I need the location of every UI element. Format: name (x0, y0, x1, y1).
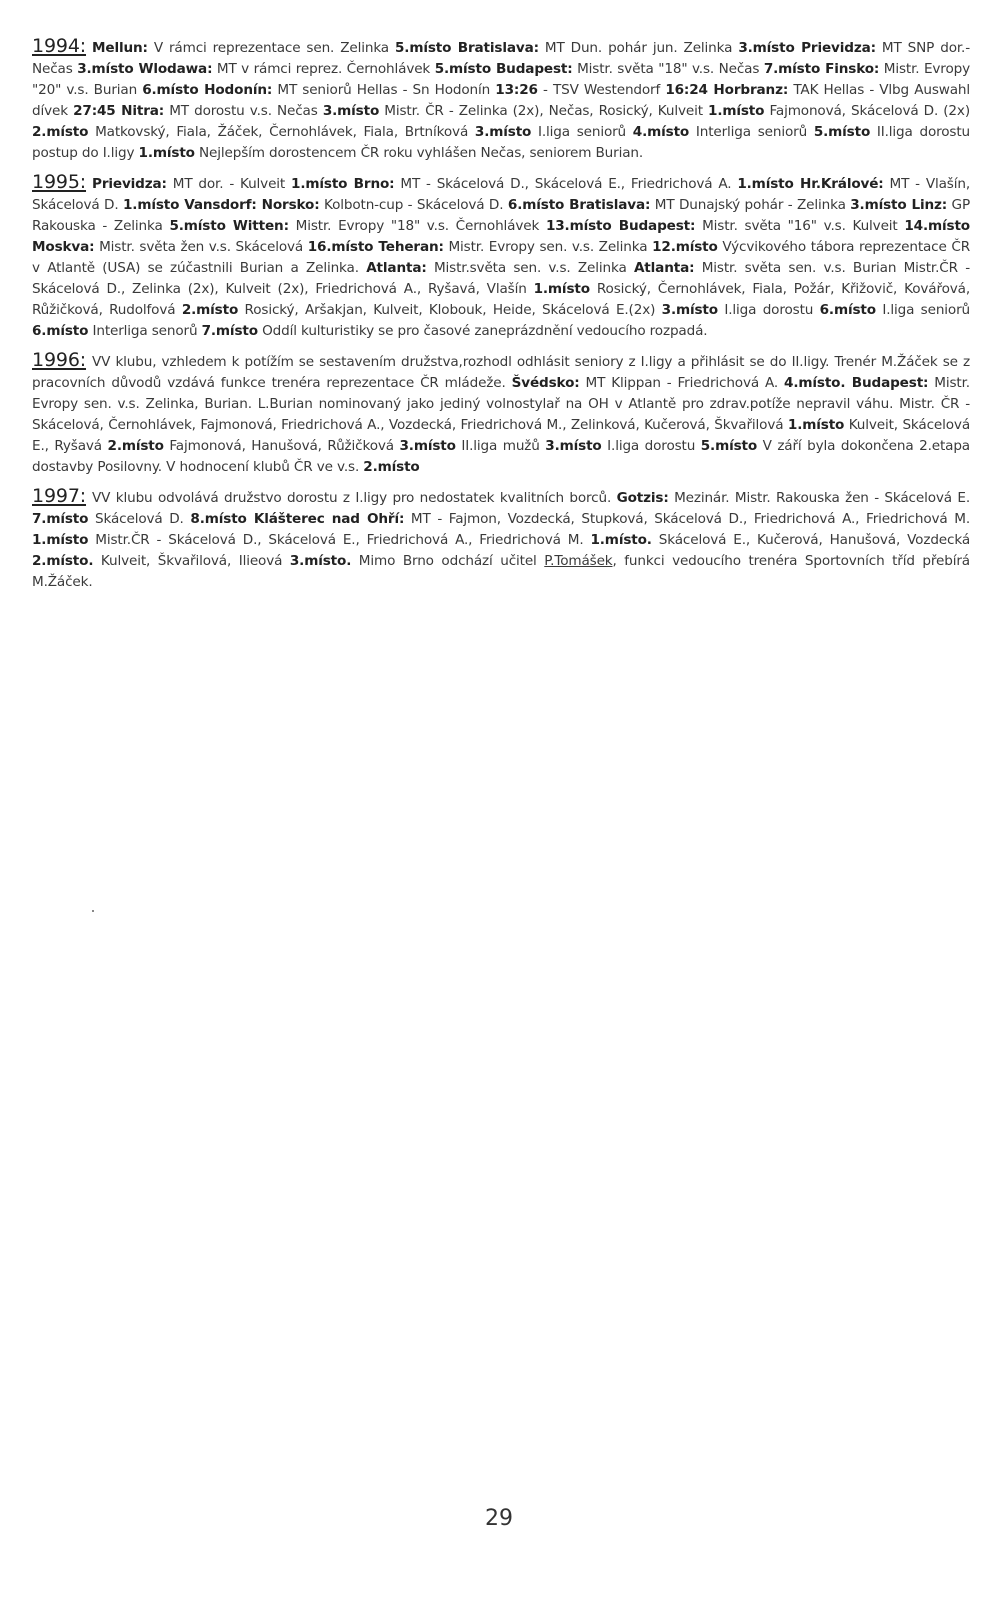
body-text: Fajmonová, Hanušová, Růžičková (163, 438, 400, 454)
bold-text: 5.místo Witten: (169, 218, 289, 234)
bold-text: 27:45 Nitra: (73, 103, 165, 119)
body-text: Mezinár. Mistr. Rakouska žen - Skácelová E. (668, 490, 970, 506)
body-text: MT - Fajmon, Vozdecká, Stupková, Skácelová D., Friedrichová A., Friedrichová M. (404, 511, 970, 527)
bold-text: 8.místo Klášterec nad Ohří: (190, 511, 405, 527)
body-text: Fajmonová, Skácelová D. (2x) (764, 103, 970, 119)
body-text: Mistr. Evropy "18" v.s. Černohlávek (288, 218, 546, 234)
page-number: 29 (485, 1506, 513, 1531)
bold-text: 7.místo (201, 323, 258, 339)
bold-text: 4.místo. Budapest: (784, 375, 929, 391)
bold-text: Švédsko: (511, 375, 580, 391)
bold-text: 2.místo (363, 459, 420, 475)
body-text: VV klubu odvolává družstvo dorostu z I.ligy pro nedostatek kvalitních borců. (92, 490, 617, 506)
bold-text: 2.místo (107, 438, 164, 454)
bold-text: 5.místo (700, 438, 758, 454)
body-text: Interliga senorů (88, 323, 202, 339)
bold-text: 13.místo Budapest: (545, 218, 696, 234)
body-text: V září byla dokončena 2.etapa dostavby Posilovny. V hodnocení klubů ČR ve v.s. (32, 438, 970, 475)
body-text: - TSV Westendorf (537, 82, 666, 98)
body-text: TAK Hellas - Vlbg Auswahl dívek (32, 82, 970, 119)
year-heading: 1994: (32, 35, 87, 57)
body-text: MT Dunajský pohár - Zelinka (650, 197, 851, 213)
bold-text: 3.místo Prievidza: (738, 40, 876, 56)
bold-text: 16:24 Horbranz: (665, 82, 789, 98)
body-text: Mimo Brno odchází učitel (351, 553, 545, 569)
bold-text: 2.místo (181, 302, 239, 318)
body-text: MT dorostu v.s. Nečas (164, 103, 323, 119)
bold-text: 5.místo (813, 124, 871, 140)
body-text: Kulveit, Skácelová E., Ryšavá (32, 417, 970, 454)
body-text: , funkci vedoucího trenéra Sportovních tříd přebírá M.Žáček. (32, 553, 970, 590)
body-text: MT dor. - Kulveit (166, 176, 292, 192)
year-heading: 1995: (32, 171, 87, 193)
body-text: Nejlepším dorostencem ČR roku vyhlášen Nečas, seniorem Burian. (194, 145, 644, 161)
body-text: Výcvikového tábora reprezentace ČR v Atlantě (USA) se zúčastnili Burian a Zelinka. (32, 239, 971, 276)
bold-text: 2.místo (32, 124, 89, 140)
year-heading: 1997: (32, 485, 87, 507)
bold-text: 1.místo (533, 281, 590, 297)
body-text: MT - Vlašín, Skácelová D. (32, 176, 970, 213)
body-text: I.liga seniorů (875, 302, 970, 318)
bold-text: 4.místo (632, 124, 690, 140)
bold-text: Atlanta: (366, 260, 427, 276)
body-text: Mistr. světa "18" v.s. Nečas (572, 61, 764, 77)
year-paragraph (32, 36, 970, 164)
bold-text: 3.místo. (289, 553, 352, 569)
bold-text: 3.místo (474, 124, 532, 140)
bold-text: 14.místo Moskva: (32, 218, 970, 255)
body-text: MT - Skácelová D., Skácelová E., Friedrichová A. (394, 176, 738, 192)
body-text: II.liga mužů (455, 438, 546, 454)
body-text: Mistr.ČR - Skácelová D., Skácelová E., Friedrichová A., Friedrichová M. (88, 532, 591, 548)
body-text: VV klubu, vzhledem k potížím se sestavením družstva,rozhodl odhlásit seniory z I.ligy a přihlásit se do II.ligy. Trenér M.Žáček se z pracovních důvodů vzdává funkce trenéra reprezentace ČR mládeže. (32, 354, 970, 391)
body-text: Matkovský, Fiala, Žáček, Černohlávek, Fiala, Brtníková (88, 124, 475, 140)
bold-text: 1.místo (708, 103, 765, 119)
body-text: Mistr. Evropy sen. v.s. Zelinka (443, 239, 653, 255)
bold-text: 2.místo. (32, 553, 94, 569)
body-text: MT Dun. pohár jun. Zelinka (538, 40, 739, 56)
bold-text: 6.místo Bratislava: (507, 197, 651, 213)
bold-text: 7.místo (32, 511, 89, 527)
bold-text: 1.místo Vansdorf: Norsko: (123, 197, 320, 213)
body-text: MT seniorů Hellas - Sn Hodonín (272, 82, 496, 98)
bold-text: 6.místo (819, 302, 876, 318)
body-text: Mistr. světa žen v.s. Skácelová (94, 239, 308, 255)
bold-text: 13:26 (495, 82, 538, 98)
body-text: Skácelová D. (88, 511, 191, 527)
year-paragraph (32, 486, 970, 593)
bold-text: 1.místo Brno: (291, 176, 395, 192)
bold-text: 7.místo Finsko: (763, 61, 880, 77)
bold-text: 6.místo (32, 323, 89, 339)
bold-text: 5.místo Budapest: (434, 61, 573, 77)
body-text: Mistr.světa sen. v.s. Zelinka (426, 260, 634, 276)
body-text: P.Tomášek (544, 553, 613, 569)
body-text: Kolbotn-cup - Skácelová D. (319, 197, 508, 213)
body-text: Mistr. Evropy sen. v.s. Zelinka, Burian. L.Burian nominovaný jako jediný volnostylař na OH v Atlantě pro zdrav.potíže nepravil váhu. Mistr. ČR - Skácelová, Černohlávek, Fajmonová, Friedrichová A., Vozdecká, Friedrichová M., Zelinková, Kučerová, Škvařilová (32, 375, 970, 433)
bold-text: Atlanta: (633, 260, 695, 276)
bold-text: 16.místo Teheran: (307, 239, 444, 255)
body-text: Mistr. Evropy "20" v.s. Burian (32, 61, 970, 98)
bold-text: 1.místo (787, 417, 845, 433)
year-paragraph (32, 350, 970, 478)
bold-text: 1.místo (138, 145, 195, 161)
bold-text: 5.místo Bratislava: (395, 40, 539, 56)
bold-text: 3.místo Linz: (850, 197, 948, 213)
body-text: I.liga dorostu (717, 302, 820, 318)
body-text: GP Rakouska - Zelinka (32, 197, 970, 234)
body-text: Oddíl kulturistiky se pro časové zaneprázdnění vedoucího rozpadá. (257, 323, 708, 339)
bold-text: Gotzis: (616, 490, 669, 506)
body-text: MT Klippan - Friedrichová A. (579, 375, 785, 391)
bold-text: 3.místo Wlodawa: (77, 61, 213, 77)
body-text: Mistr. ČR - Zelinka (2x), Nečas, Rosický, Kulveit (379, 103, 709, 119)
stray-dot (92, 910, 94, 912)
bold-text: 3.místo (545, 438, 602, 454)
bold-text: Mellun: (92, 40, 148, 56)
bold-text: 1.místo. (590, 532, 652, 548)
bold-text: 3.místo (661, 302, 718, 318)
bold-text: Prievidza: (92, 176, 167, 192)
bold-text: 1.místo Hr.Králové: (737, 176, 884, 192)
body-text: Skácelová E., Kučerová, Hanušová, Vozdecká (651, 532, 971, 548)
body-text: MT SNP dor.- Nečas (32, 40, 970, 77)
body-text: II.liga dorostu postup do I.ligy (32, 124, 971, 161)
bold-text: 3.místo (322, 103, 380, 119)
body-text: Rosický, Černohlávek, Fiala, Požár, Křižovič, Kovářová, Růžičková, Rudolfová (32, 281, 970, 318)
body-text: V rámci reprezentace sen. Zelinka (147, 40, 395, 56)
body-text: I.liga seniorů (531, 124, 633, 140)
bold-text: 1.místo (32, 532, 89, 548)
bold-text: 3.místo (399, 438, 456, 454)
bold-text: 12.místo (652, 239, 718, 255)
body-text: Mistr. světa "16" v.s. Kulveit (695, 218, 905, 234)
body-text: Interliga seniorů (689, 124, 814, 140)
chronicle-text (32, 36, 970, 601)
body-text: I.liga dorostu (601, 438, 701, 454)
body-text: Kulveit, Škvařilová, Ilieová (93, 553, 290, 569)
body-text: Mistr. světa sen. v.s. Burian Mistr.ČR - Skácelová D., Zelinka (2x), Kulveit (2x), Friedrichová A., Ryšavá, Vlašín (32, 260, 970, 297)
body-text: MT v rámci reprez. Černohlávek (212, 61, 435, 77)
year-heading: 1996: (32, 349, 87, 371)
bold-text: 6.místo Hodonín: (142, 82, 273, 98)
body-text: Rosický, Aršakjan, Kulveit, Klobouk, Heide, Skácelová E.(2x) (238, 302, 662, 318)
year-paragraph (32, 172, 970, 342)
